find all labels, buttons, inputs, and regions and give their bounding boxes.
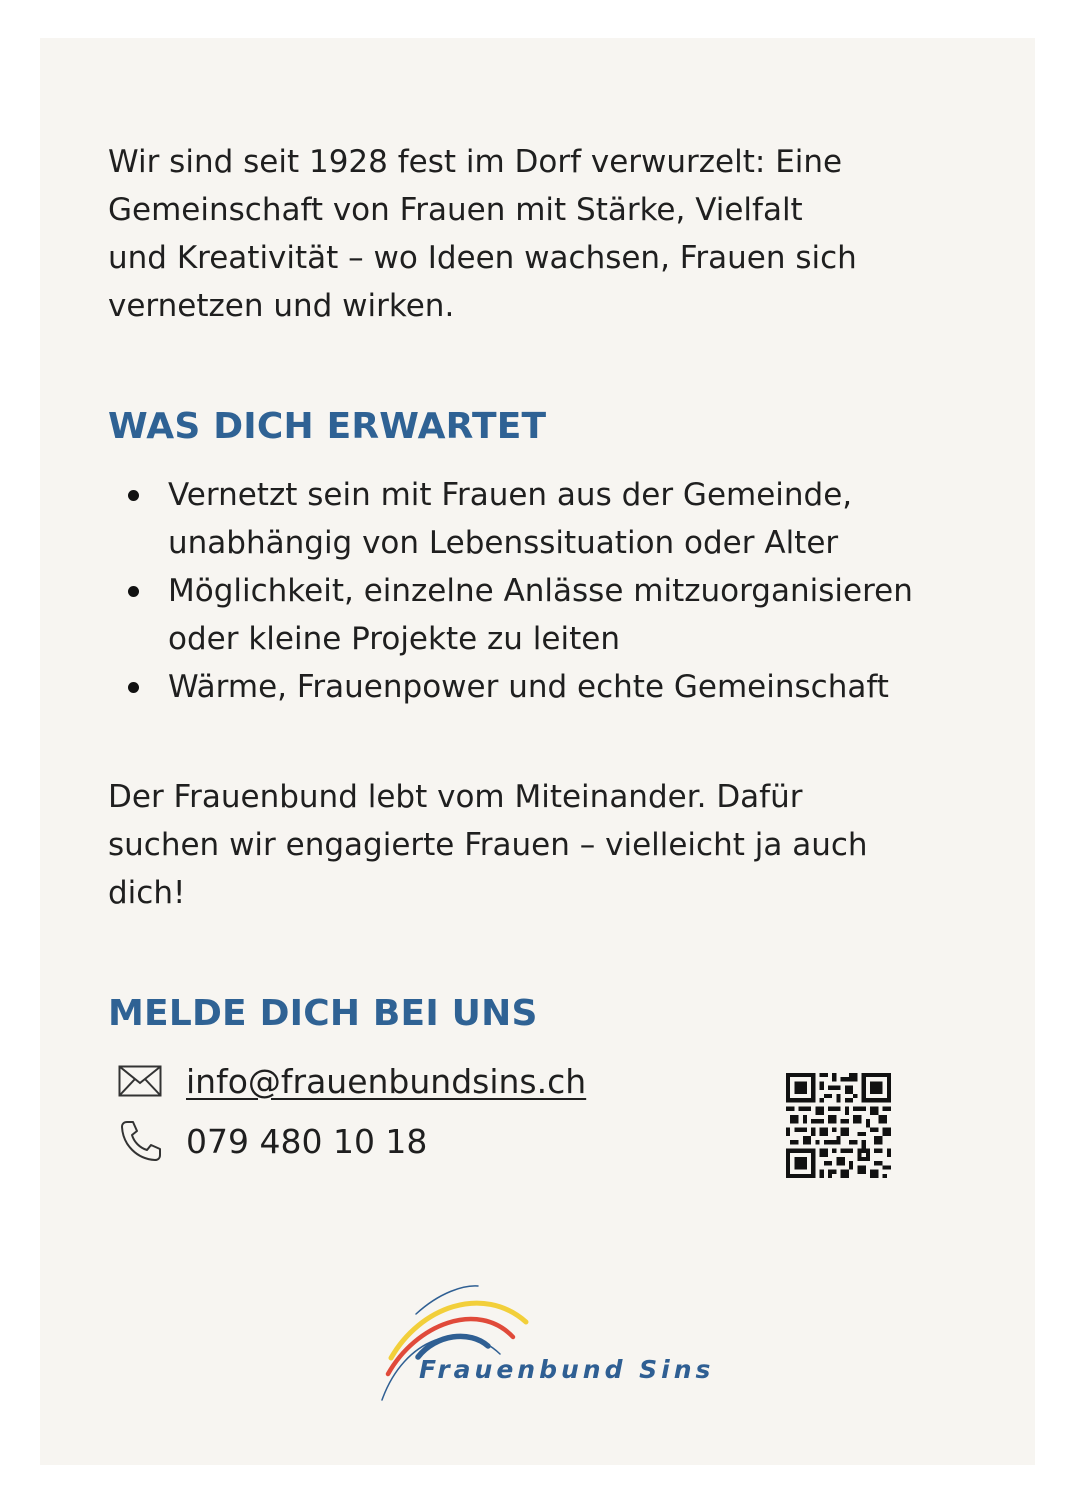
phone-row[interactable] [118, 1118, 427, 1164]
list-item-text: oder kleine Projekte zu leiten [168, 621, 620, 657]
qr-code [786, 1073, 891, 1178]
list-item [108, 663, 968, 711]
flyer-content [108, 138, 968, 1188]
heading-contact: MELDE DICH BEI UNS [108, 993, 538, 1034]
heading-expectations: WAS DICH ERWARTET [108, 406, 547, 447]
phone-icon [118, 1118, 164, 1164]
list-item [108, 471, 968, 567]
intro-line: Wir sind seit 1928 fest im Dorf verwurzelt: Eine [108, 144, 843, 180]
list-item-text: Vernetzt sein mit Frauen aus der Gemeinde, [168, 477, 853, 513]
email-link[interactable]: info@frauenbundsins.ch [186, 1061, 587, 1101]
outro-line: Der Frauenbund lebt vom Miteinander. Dafür [108, 779, 803, 815]
bullet-icon [128, 490, 139, 501]
list-item-text: Möglichkeit, einzelne Anlässe mitzuorganisieren [168, 573, 913, 609]
intro-line: vernetzen und wirken. [108, 288, 455, 324]
list-item [108, 567, 968, 663]
bullet-icon [128, 586, 139, 597]
list-item-text: Wärme, Frauenpower und echte Gemeinschaft [168, 669, 889, 705]
email-row[interactable] [118, 1058, 586, 1104]
outro-paragraph [108, 773, 928, 917]
logo-text: Frauenbund Sins [419, 1355, 715, 1384]
outro-line: suchen wir engagierte Frauen – vielleicht ja auch [108, 827, 868, 863]
intro-line: und Kreativität – wo Ideen wachsen, Frauen sich [108, 240, 857, 276]
envelope-icon [118, 1058, 164, 1104]
frauenbund-logo-icon [378, 1282, 708, 1407]
outro-line: dich! [108, 875, 186, 911]
bullet-icon [128, 682, 139, 693]
expectations-list [108, 471, 968, 711]
intro-paragraph [108, 138, 908, 330]
intro-line: Gemeinschaft von Frauen mit Stärke, Vielfalt [108, 192, 803, 228]
list-item-text: unabhängig von Lebenssituation oder Alter [168, 525, 839, 561]
phone-number[interactable]: 079 480 10 18 [186, 1121, 428, 1161]
